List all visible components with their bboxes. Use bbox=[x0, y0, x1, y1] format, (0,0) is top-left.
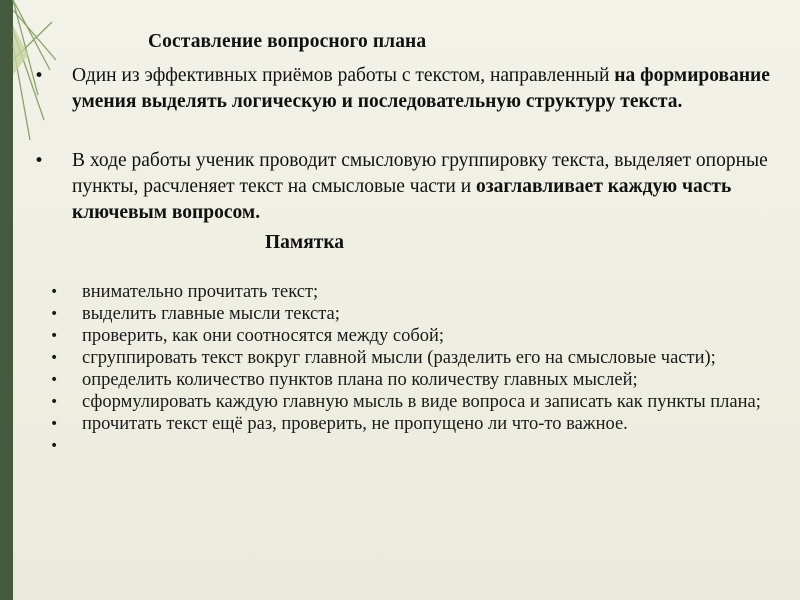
bullet-icon: • bbox=[50, 328, 59, 344]
bullet-icon: • bbox=[50, 284, 59, 300]
paragraph-1-bold-text: на формирование умения выделять логическую и последовательную структуру текста. bbox=[72, 65, 770, 112]
list-item bbox=[46, 413, 781, 435]
list-item bbox=[46, 435, 781, 457]
list-item bbox=[46, 347, 781, 369]
bullet-icon: • bbox=[34, 66, 45, 86]
list-item bbox=[46, 391, 781, 413]
list-item bbox=[46, 369, 781, 391]
list-item bbox=[46, 303, 781, 325]
paragraph-2-text: В ходе работы ученик проводит смысловую группировку текста, выделяет опорные пункты, расчленяет текст на смысловые части и bbox=[72, 150, 768, 197]
list-item-text: проверить, как они соотносятся между собой; bbox=[82, 326, 445, 346]
bullet-icon: • bbox=[50, 416, 59, 432]
bullet-icon: • bbox=[50, 350, 59, 366]
list-item-text: сгруппировать текст вокруг главной мысли (разделить его на смысловые части); bbox=[82, 348, 716, 368]
bullet-icon: • bbox=[50, 372, 59, 388]
memo-title: Памятка bbox=[265, 232, 345, 253]
list-item-text: выделить главные мысли текста; bbox=[82, 304, 340, 324]
bullet-icon: • bbox=[34, 151, 45, 171]
paragraph-2 bbox=[34, 148, 777, 226]
slide-title: Составление вопросного плана bbox=[148, 31, 427, 52]
list-item-text: определить количество пунктов плана по количеству главных мыслей; bbox=[82, 370, 638, 390]
paragraph-1-text: Один из эффективных приёмов работы с текстом, направленный bbox=[72, 65, 615, 86]
paragraph-1 bbox=[34, 63, 777, 115]
memo-list bbox=[46, 281, 781, 457]
list-item bbox=[46, 325, 781, 347]
list-item bbox=[46, 281, 781, 303]
list-item-text: сформулировать каждую главную мысль в виде вопроса и записать как пункты плана; bbox=[82, 392, 761, 412]
bullet-icon: • bbox=[50, 306, 59, 322]
list-item-text: прочитать текст ещё раз, проверить, не пропущено ли что-то важное. bbox=[82, 414, 628, 434]
bullet-icon: • bbox=[50, 394, 59, 410]
list-item-text: внимательно прочитать текст; bbox=[82, 282, 319, 302]
bullet-icon: • bbox=[50, 438, 59, 454]
paragraph-2-bold-text: озаглавливает каждую часть ключевым вопросом. bbox=[72, 176, 732, 223]
